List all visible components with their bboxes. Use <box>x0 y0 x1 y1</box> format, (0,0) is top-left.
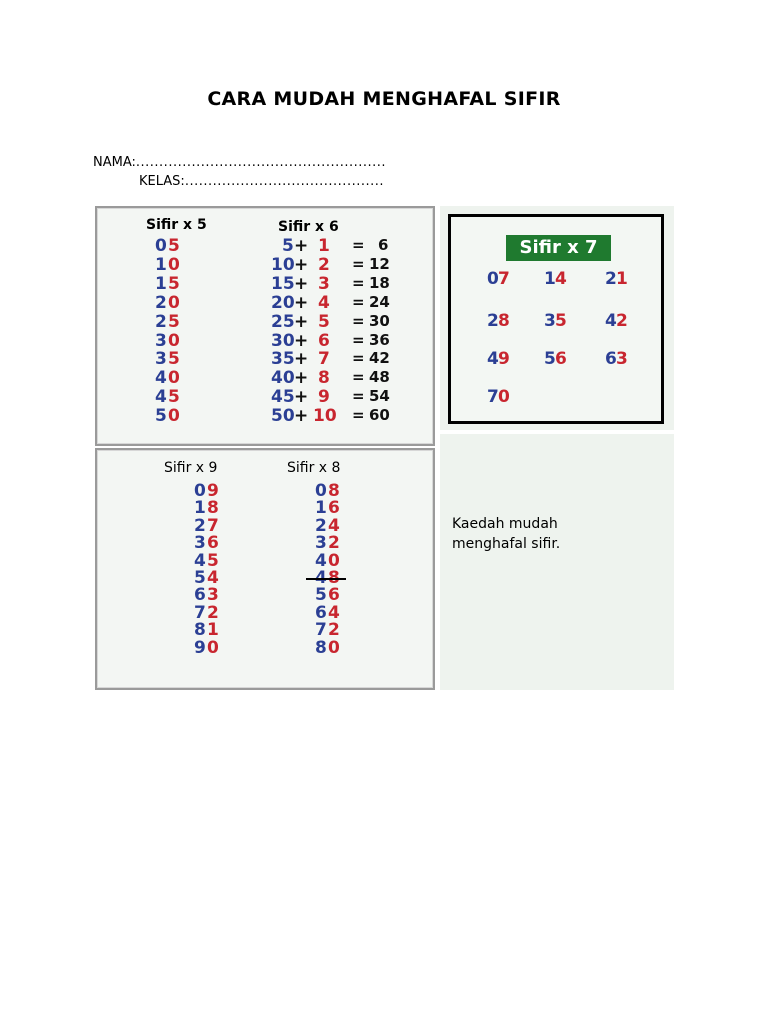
sifir6-increment: 9 <box>318 387 330 408</box>
sifir9-digit-a: 2 <box>194 515 206 536</box>
sifir-7-panel <box>448 214 664 424</box>
sifir6-plus: + <box>294 349 309 370</box>
sifir5-digit-b: 0 <box>168 406 180 427</box>
sifir7-digit-a: 2 <box>487 311 499 331</box>
sifir6-addend: 45 <box>271 387 295 408</box>
sifir8-header: Sifir x 8 <box>287 460 341 476</box>
sifir6-result: 42 <box>369 349 390 368</box>
sifir6-addend: 35 <box>271 349 295 370</box>
sifir5-digit-a: 5 <box>155 406 167 427</box>
sifir7-digit-a: 6 <box>605 349 617 369</box>
sifir6-result: 18 <box>369 273 390 292</box>
sifir6-result: 30 <box>369 311 390 330</box>
sifir5-digit-a: 4 <box>155 387 167 408</box>
sifir7-digit-a: 4 <box>605 311 617 331</box>
sifir5-digit-a: 1 <box>155 273 167 294</box>
sifir9-digit-a: 9 <box>194 637 206 658</box>
sifir8-digit-a: 7 <box>315 620 327 641</box>
sifir6-addend: 20 <box>271 292 295 313</box>
sifir8-digit-a: 8 <box>315 637 327 658</box>
kelas-field[interactable] <box>139 174 384 189</box>
sifir6-equals: = <box>352 406 365 425</box>
sifir7-digit-b: 6 <box>555 349 567 369</box>
sifir8-digit-b: 6 <box>328 585 340 606</box>
sifir9-digit-a: 7 <box>194 602 206 623</box>
sifir-9-8-panel <box>95 448 435 690</box>
sifir6-equals: = <box>352 330 365 349</box>
sifir6-plus: + <box>294 254 309 275</box>
sifir9-digit-b: 1 <box>207 620 219 641</box>
sifir6-result: 12 <box>369 254 390 273</box>
sifir8-digit-a: 0 <box>315 481 327 501</box>
sifir6-addend: 5 <box>282 236 294 256</box>
nama-label: NAMA: <box>93 155 136 170</box>
note-panel <box>440 434 674 690</box>
note-line-2: menghafal sifir. <box>452 536 561 552</box>
sifir6-increment: 8 <box>318 368 330 389</box>
sifir6-equals: = <box>352 292 365 311</box>
nama-field[interactable] <box>93 155 386 170</box>
sifir6-plus: + <box>294 368 309 389</box>
sifir7-header: Sifir x 7 <box>506 235 611 261</box>
sifir6-plus: + <box>294 311 309 332</box>
note-text <box>452 514 652 554</box>
sifir6-plus: + <box>294 236 309 256</box>
sifir9-digit-b: 4 <box>207 568 219 588</box>
sifir9-digit-b: 9 <box>207 481 219 501</box>
sifir7-digit-b: 5 <box>555 311 567 331</box>
sifir7-digit-b: 3 <box>616 349 628 369</box>
nama-dots: ...................................................... <box>135 155 387 170</box>
sifir6-result: 48 <box>369 368 390 387</box>
sifir6-plus: + <box>294 273 309 294</box>
sifir5-digit-b: 0 <box>168 368 180 389</box>
sifir9-digit-a: 8 <box>194 620 206 641</box>
page-title: CARA MUDAH MENGHAFAL SIFIR <box>207 88 561 110</box>
sifir6-increment: 3 <box>318 273 330 294</box>
sifir6-increment: 7 <box>318 349 330 370</box>
sifir7-digit-b: 1 <box>616 269 628 289</box>
sifir6-increment: 2 <box>318 254 330 275</box>
sifir9-header: Sifir x 9 <box>164 460 218 476</box>
underline-mark <box>306 578 346 580</box>
sifir9-digit-a: 0 <box>194 481 206 501</box>
sifir8-digit-b: 2 <box>328 533 340 554</box>
sifir9-digit-a: 5 <box>194 568 206 588</box>
sifir9-digit-b: 5 <box>207 550 219 571</box>
sifir6-increment: 5 <box>318 311 330 332</box>
note-line-1: Kaedah mudah <box>452 516 558 532</box>
sifir7-digit-a: 7 <box>487 387 499 407</box>
sifir6-header: Sifir x 6 <box>278 219 339 235</box>
sifir6-equals: = <box>352 254 365 273</box>
kelas-label: KELAS: <box>139 174 185 189</box>
sifir6-addend: 10 <box>271 254 295 275</box>
sifir6-addend: 40 <box>271 368 295 389</box>
sifir5-digit-a: 4 <box>155 368 167 389</box>
sifir8-digit-a: 5 <box>315 585 327 606</box>
sifir9-digit-a: 3 <box>194 533 206 554</box>
sifir6-plus: + <box>294 292 309 313</box>
sifir6-increment: 1 <box>318 236 330 256</box>
sifir7-digit-a: 1 <box>544 269 556 289</box>
sifir9-digit-b: 7 <box>207 515 219 536</box>
sifir6-result: 36 <box>369 330 390 349</box>
sifir6-equals: = <box>352 236 365 254</box>
sifir8-digit-a: 4 <box>315 550 327 571</box>
sifir8-digit-b: 0 <box>328 637 340 658</box>
sifir5-digit-a: 2 <box>155 311 167 332</box>
sifir5-digit-b: 5 <box>168 387 180 408</box>
sifir6-addend: 30 <box>271 330 295 351</box>
sifir6-equals: = <box>352 273 365 292</box>
sifir5-digit-a: 3 <box>155 349 167 370</box>
sifir6-equals: = <box>352 349 365 368</box>
sifir8-digit-b: 6 <box>328 498 340 519</box>
sifir5-digit-a: 2 <box>155 292 167 313</box>
sifir6-increment: 6 <box>318 330 330 351</box>
sifir6-addend: 25 <box>271 311 295 332</box>
sifir7-digit-b: 2 <box>616 311 628 331</box>
sifir9-digit-a: 4 <box>194 550 206 571</box>
kelas-dots: ........................................... <box>184 174 385 189</box>
sifir8-digit-b: 4 <box>328 602 340 623</box>
sifir7-digit-a: 3 <box>544 311 556 331</box>
sifir6-plus: + <box>294 387 309 408</box>
sifir6-increment: 10 <box>313 406 337 427</box>
sifir8-digit-b: 4 <box>328 515 340 536</box>
sifir9-digit-b: 0 <box>207 637 219 658</box>
sifir5-digit-a: 1 <box>155 254 167 275</box>
sifir8-digit-b: 2 <box>328 620 340 641</box>
sifir9-digit-b: 6 <box>207 533 219 554</box>
sifir9-digit-b: 3 <box>207 585 219 606</box>
sifir6-result: 6 <box>378 236 389 254</box>
sifir7-digit-b: 9 <box>498 349 510 369</box>
sifir5-digit-b: 5 <box>168 236 180 256</box>
sifir7-digit-a: 5 <box>544 349 556 369</box>
sifir9-digit-a: 6 <box>194 585 206 606</box>
sifir6-equals: = <box>352 368 365 387</box>
sifir5-digit-b: 5 <box>168 349 180 370</box>
sifir7-digit-a: 2 <box>605 269 617 289</box>
sifir9-digit-b: 8 <box>207 498 219 519</box>
sifir7-digit-b: 4 <box>555 269 567 289</box>
sifir5-digit-a: 0 <box>155 236 167 256</box>
sifir8-digit-b: 8 <box>328 481 340 501</box>
sifir6-increment: 4 <box>318 292 330 313</box>
sifir5-header: Sifir x 5 <box>146 217 207 233</box>
sifir6-equals: = <box>352 387 365 406</box>
sifir7-digit-a: 0 <box>487 269 499 289</box>
sifir5-digit-a: 3 <box>155 330 167 351</box>
sifir8-digit-b: 0 <box>328 550 340 571</box>
sifir5-digit-b: 5 <box>168 311 180 332</box>
sifir6-equals: = <box>352 311 365 330</box>
sifir7-digit-b: 0 <box>498 387 510 407</box>
sifir8-digit-a: 3 <box>315 533 327 554</box>
sifir5-digit-b: 0 <box>168 254 180 275</box>
sifir8-digit-a: 1 <box>315 498 327 519</box>
sifir5-digit-b: 0 <box>168 292 180 313</box>
sifir6-result: 54 <box>369 387 390 406</box>
sifir6-result: 60 <box>369 406 390 425</box>
sifir6-addend: 15 <box>271 273 295 294</box>
sifir8-digit-a: 6 <box>315 602 327 623</box>
sifir6-plus: + <box>294 330 309 351</box>
sifir7-digit-b: 7 <box>498 269 510 289</box>
sifir7-digit-b: 8 <box>498 311 510 331</box>
sifir6-result: 24 <box>369 292 390 311</box>
sifir9-digit-b: 2 <box>207 602 219 623</box>
sifir8-digit-a: 2 <box>315 515 327 536</box>
sifir5-digit-b: 5 <box>168 273 180 294</box>
sifir7-digit-a: 4 <box>487 349 499 369</box>
sifir6-addend: 50 <box>271 406 295 427</box>
sifir9-digit-a: 1 <box>194 498 206 519</box>
sifir5-digit-b: 0 <box>168 330 180 351</box>
sifir6-plus: + <box>294 406 309 427</box>
